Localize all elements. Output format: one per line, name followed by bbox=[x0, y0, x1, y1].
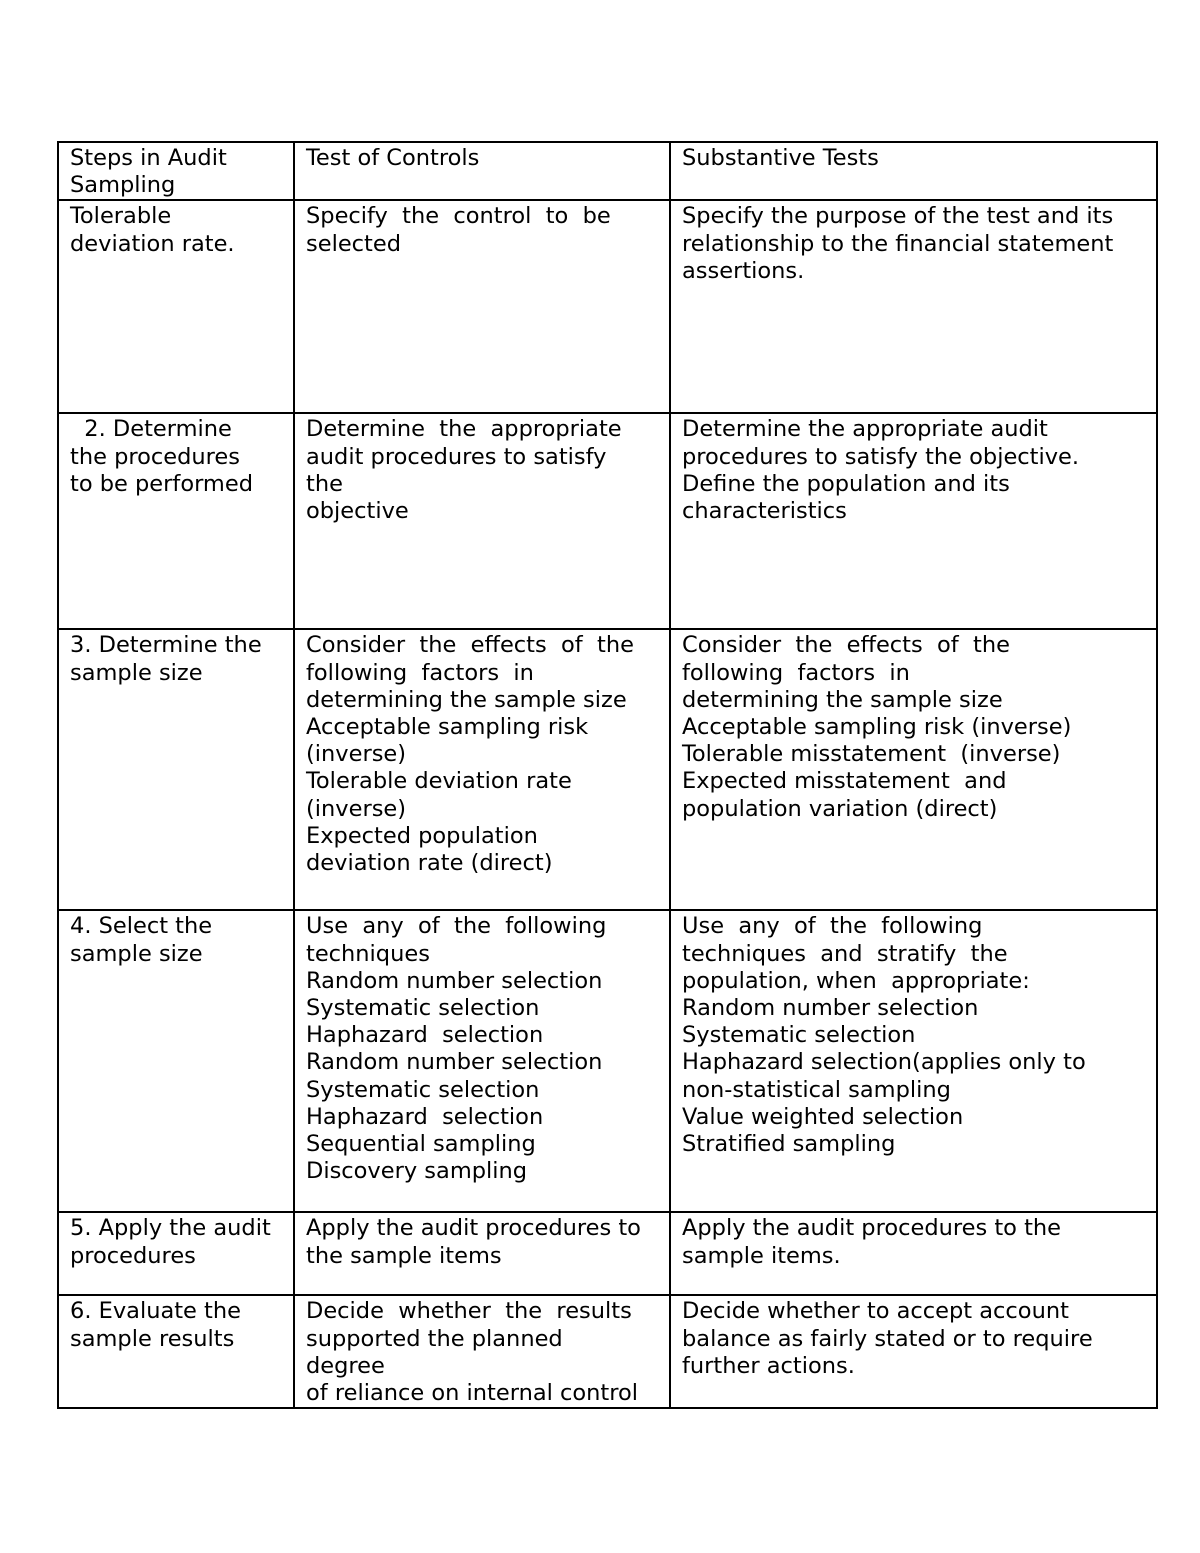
cell-line: sample results bbox=[70, 1325, 235, 1352]
header-row bbox=[58, 142, 1157, 200]
cell-line: sample size bbox=[70, 659, 203, 686]
cell-line: Decide whether to accept account bbox=[682, 1298, 1069, 1325]
cell-line: Specify the control to be bbox=[306, 203, 611, 230]
cell-line: degree bbox=[306, 1352, 385, 1379]
cell-line: Expected misstatement and bbox=[682, 768, 1007, 795]
cell-line: characteristics bbox=[682, 498, 847, 525]
cell-line: Value weighted selection bbox=[682, 1103, 964, 1130]
cell-substantive-tests bbox=[670, 910, 1157, 1212]
cell-line: audit procedures to satisfy bbox=[306, 443, 607, 470]
cell-line: of reliance on internal control bbox=[306, 1380, 639, 1407]
cell-line: supported the planned bbox=[306, 1325, 563, 1352]
cell-line: the sample items bbox=[306, 1242, 502, 1269]
cell-test-of-controls bbox=[294, 200, 670, 413]
cell-steps bbox=[58, 910, 294, 1212]
cell-line: 3. Determine the bbox=[70, 632, 262, 659]
cell-substantive-tests bbox=[670, 629, 1157, 910]
cell-line: (inverse) bbox=[306, 741, 407, 768]
table-row bbox=[58, 200, 1157, 413]
cell-substantive-tests bbox=[670, 1212, 1157, 1295]
cell-line: following factors in bbox=[306, 659, 534, 686]
cell-line: Tolerable misstatement (inverse) bbox=[682, 741, 1061, 768]
cell-line: Substantive Tests bbox=[682, 145, 879, 171]
cell-line: relationship to the financial statement bbox=[682, 230, 1114, 257]
cell-line: further actions. bbox=[682, 1352, 855, 1379]
cell-line: the procedures bbox=[70, 443, 240, 470]
cell-line: assertions. bbox=[682, 257, 805, 284]
cell-line: Sampling bbox=[70, 172, 176, 199]
cell-substantive-tests bbox=[670, 200, 1157, 413]
cell-line: Random number selection bbox=[682, 995, 979, 1022]
cell-line: Systematic selection bbox=[682, 1022, 916, 1049]
cell-line: Systematic selection bbox=[306, 1076, 540, 1103]
cell-line: 5. Apply the audit bbox=[70, 1215, 271, 1242]
cell-line: Define the population and its bbox=[682, 470, 1010, 497]
cell-line: Haphazard selection(applies only to bbox=[682, 1049, 1086, 1076]
cell-line: population, when appropriate: bbox=[682, 967, 1030, 994]
cell-line: Apply the audit procedures to bbox=[306, 1215, 641, 1242]
cell-test-of-controls bbox=[294, 629, 670, 910]
cell-line: (inverse) bbox=[306, 795, 407, 822]
cell-test-of-controls bbox=[294, 910, 670, 1212]
cell-line: Use any of the following bbox=[682, 913, 983, 940]
cell-line: Apply the audit procedures to the bbox=[682, 1215, 1062, 1242]
cell-line: Specify the purpose of the test and its bbox=[682, 203, 1114, 230]
cell-line: deviation rate (direct) bbox=[306, 850, 553, 877]
cell-line: objective bbox=[306, 498, 409, 525]
header-steps bbox=[58, 142, 294, 200]
cell-line: sample items. bbox=[682, 1242, 841, 1269]
audit-sampling-table bbox=[57, 141, 1158, 1409]
cell-line: procedures bbox=[70, 1242, 196, 1269]
header-test-of-controls bbox=[294, 142, 670, 200]
cell-steps bbox=[58, 1212, 294, 1295]
cell-line: deviation rate. bbox=[70, 230, 235, 257]
cell-steps bbox=[58, 1295, 294, 1408]
cell-line: Steps in Audit bbox=[70, 145, 227, 171]
cell-line: Systematic selection bbox=[306, 995, 540, 1022]
cell-line: 2. Determine bbox=[70, 416, 232, 443]
cell-line: Random number selection bbox=[306, 967, 603, 994]
cell-line: Stratified sampling bbox=[682, 1131, 896, 1158]
cell-line: Random number selection bbox=[306, 1049, 603, 1076]
cell-line: Expected population bbox=[306, 822, 538, 849]
cell-line: Acceptable sampling risk bbox=[306, 714, 589, 741]
cell-test-of-controls bbox=[294, 413, 670, 629]
cell-test-of-controls bbox=[294, 1295, 670, 1408]
cell-line: procedures to satisfy the objective. bbox=[682, 443, 1080, 470]
cell-line: Determine the appropriate audit bbox=[682, 416, 1048, 443]
cell-line: Consider the effects of the bbox=[306, 632, 634, 659]
cell-line: Sequential sampling bbox=[306, 1131, 536, 1158]
cell-line: Acceptable sampling risk (inverse) bbox=[682, 714, 1072, 741]
header-substantive-tests bbox=[670, 142, 1157, 200]
cell-line: selected bbox=[306, 230, 401, 257]
cell-substantive-tests bbox=[670, 1295, 1157, 1408]
cell-steps bbox=[58, 629, 294, 910]
cell-line: Haphazard selection bbox=[306, 1103, 544, 1130]
cell-line: determining the sample size bbox=[306, 686, 627, 713]
cell-line: to be performed bbox=[70, 470, 253, 497]
table-row bbox=[58, 629, 1157, 910]
cell-steps bbox=[58, 413, 294, 629]
cell-line: 4. Select the bbox=[70, 913, 213, 940]
cell-line: Tolerable bbox=[70, 203, 172, 230]
table-row bbox=[58, 413, 1157, 629]
cell-line: Discovery sampling bbox=[306, 1158, 528, 1185]
cell-line: techniques bbox=[306, 940, 430, 967]
cell-test-of-controls bbox=[294, 1212, 670, 1295]
cell-line: techniques and stratify the bbox=[682, 940, 1008, 967]
cell-line: balance as fairly stated or to require bbox=[682, 1325, 1093, 1352]
cell-steps bbox=[58, 200, 294, 413]
table-row bbox=[58, 910, 1157, 1212]
cell-line: sample size bbox=[70, 940, 203, 967]
cell-line: Use any of the following bbox=[306, 913, 607, 940]
cell-line: population variation (direct) bbox=[682, 795, 998, 822]
cell-line: Determine the appropriate bbox=[306, 416, 622, 443]
cell-line: Haphazard selection bbox=[306, 1022, 544, 1049]
cell-line: following factors in bbox=[682, 659, 910, 686]
cell-line: the bbox=[306, 470, 343, 497]
cell-line: Decide whether the results bbox=[306, 1298, 632, 1325]
cell-line: Tolerable deviation rate bbox=[306, 768, 572, 795]
cell-line: 6. Evaluate the bbox=[70, 1298, 241, 1325]
table-row bbox=[58, 1295, 1157, 1408]
cell-line: determining the sample size bbox=[682, 686, 1003, 713]
cell-substantive-tests bbox=[670, 413, 1157, 629]
cell-line: Test of Controls bbox=[306, 145, 480, 171]
cell-line: Consider the effects of the bbox=[682, 632, 1010, 659]
cell-line: non-statistical sampling bbox=[682, 1076, 951, 1103]
table-row bbox=[58, 1212, 1157, 1295]
